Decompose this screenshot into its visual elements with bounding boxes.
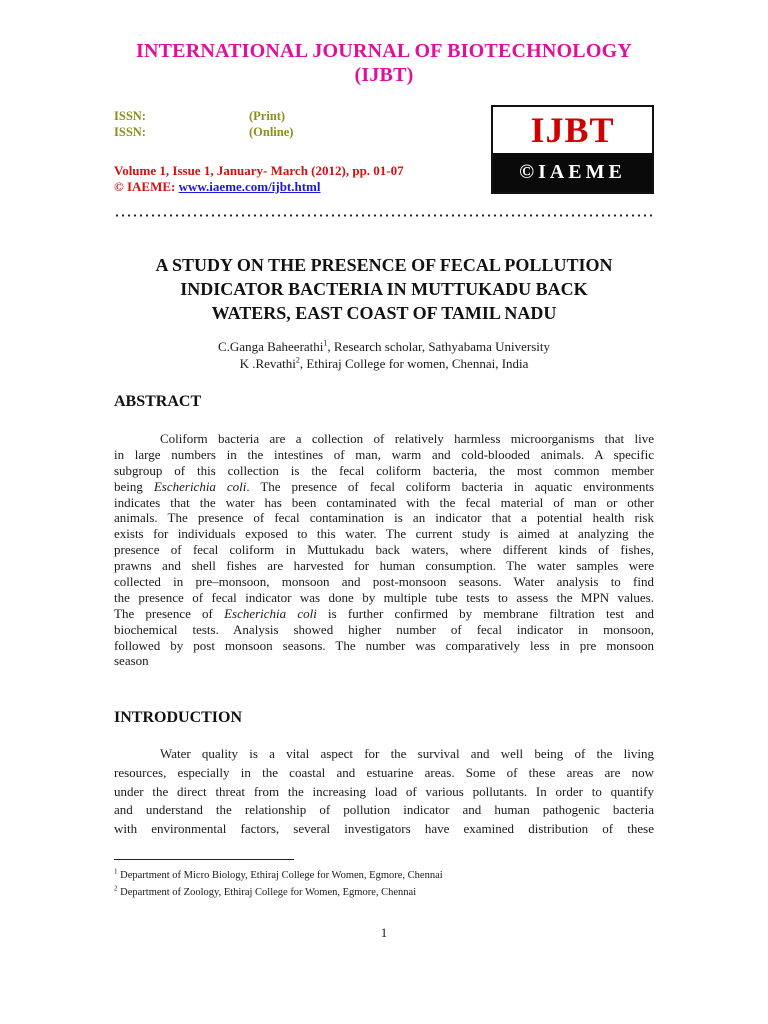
abstract-line: animals. The presence of fecal contamination is an indicator that a potential health risk	[114, 510, 654, 526]
footnote-1-text: Department of Micro Biology, Ethiraj College for Women, Egmore, Chennai	[117, 870, 443, 881]
issn-type-online: (Online)	[249, 125, 294, 139]
dotted-separator	[114, 214, 654, 217]
abstract-line: prawns and shell fishes are harvested for human consumption. The water samples were	[114, 558, 654, 574]
species-name: Escherichia coli	[153, 478, 247, 494]
logo-iaeme-band: ©IAEME	[493, 153, 652, 192]
abstract-line: Coliform bacteria are a collection of relatively harmless microorganisms that live	[160, 431, 654, 446]
logo-ijbt-text: IJBT	[530, 110, 615, 150]
author-2-name: K .Revathi	[239, 356, 296, 371]
paper-title-line2: INDICATOR BACTERIA IN MUTTUKADU BACK	[180, 279, 588, 299]
abstract-line: indicates that the water has been contaminated with the fecal material of man or other	[114, 494, 654, 510]
abstract-line: season	[114, 653, 149, 669]
journal-website-link[interactable]: www.iaeme.com/ijbt.html	[178, 179, 321, 194]
paper-title-line1: A STUDY ON THE PRESENCE OF FECAL POLLUTION	[155, 255, 613, 275]
issn-type-print: (Print)	[249, 109, 286, 123]
abstract-body	[114, 431, 654, 669]
intro-line: under the direct threat from the increasing load of various pollutants. In order to quantify	[114, 783, 654, 799]
introduction-heading: INTRODUCTION	[114, 709, 243, 726]
abstract-line: presence of fecal coliform in Muttukadu back waters, where different kinds of fishes,	[114, 542, 654, 558]
footnote-2-text: Department of Zoology, Ethiraj College for Women, Egmore, Chennai	[117, 887, 417, 898]
author-2-sup: 2	[295, 355, 300, 365]
intro-line: and understand the relationship of pollution indicator and human pathogenic bacteria	[114, 802, 654, 818]
abstract-line: followed by post monsoon seasons. The number was comparatively less in pre monsoon	[114, 637, 654, 653]
author-1-name: C.Ganga Baheerathi	[218, 339, 324, 354]
author-2-affil: , Ethiraj College for women, Chennai, India	[299, 356, 529, 371]
abstract-line: subgroup of this collection is the fecal coliform bacteria, the most common member	[114, 462, 654, 478]
abstract-line: biochemical tests. Analysis showed higher number of fecal indicator in monsoon,	[114, 621, 654, 637]
footnote-2-sup: 2	[114, 884, 118, 893]
abstract-line	[114, 479, 654, 495]
author-1-sup: 1	[323, 338, 328, 348]
paper-title-line3: WATERS, EAST COAST OF TAMIL NADU	[211, 303, 557, 323]
copyright-line	[114, 179, 321, 195]
abstract-text: The presence of	[114, 605, 225, 621]
journal-logo	[491, 105, 654, 194]
issn-label-online: ISSN:	[114, 125, 146, 139]
footnote-1-sup: 1	[114, 867, 118, 876]
species-name: Escherichia coli	[224, 605, 317, 621]
abstract-heading: ABSTRACT	[114, 393, 202, 410]
abstract-line: in large numbers in the intestines of man, warm and cold-blooded animals. A specific	[114, 446, 654, 462]
volume-info: Volume 1, Issue 1, January- March (2012), pp. 01-07	[114, 163, 404, 178]
abstract-line	[114, 606, 654, 622]
abstract-text: being	[114, 478, 154, 494]
intro-line: with environmental factors, several investigators have examined distribution of these	[114, 821, 654, 837]
author-2	[0, 355, 768, 373]
journal-title-line2: (IJBT)	[354, 64, 414, 86]
abstract-line: the presence of fecal indicator was done by multiple tube tests to assess the MPN values.	[114, 589, 654, 605]
author-1-affil: , Research scholar, Sathyabama University	[327, 339, 550, 354]
abstract-line: collected in pre–monsoon, monsoon and post-monsoon seasons. Water analysis to find	[114, 574, 654, 590]
intro-line: Water quality is a vital aspect for the survival and well being of the living	[160, 746, 654, 761]
issn-label-print: ISSN:	[114, 109, 146, 123]
abstract-text: is further confirmed by membrane filtration test and	[316, 605, 654, 621]
introduction-body	[114, 745, 654, 839]
abstract-line: exists for individuals exposed to this water. The current study is aimed at analyzing the	[114, 526, 654, 542]
copyright-prefix: © IAEME:	[114, 179, 179, 194]
author-1	[0, 338, 768, 356]
footnote-2	[114, 886, 416, 900]
abstract-text: . The presence of fecal coliform bacteria in aquatic environments	[246, 478, 654, 494]
footnote-1	[114, 869, 443, 883]
page-number: 1	[380, 925, 388, 940]
footnote-rule	[114, 859, 294, 860]
journal-title-line1: INTERNATIONAL JOURNAL OF BIOTECHNOLOGY	[135, 40, 632, 62]
intro-line: resources, especially in the coastal and estuarine areas. Some of these areas are now	[114, 764, 654, 780]
